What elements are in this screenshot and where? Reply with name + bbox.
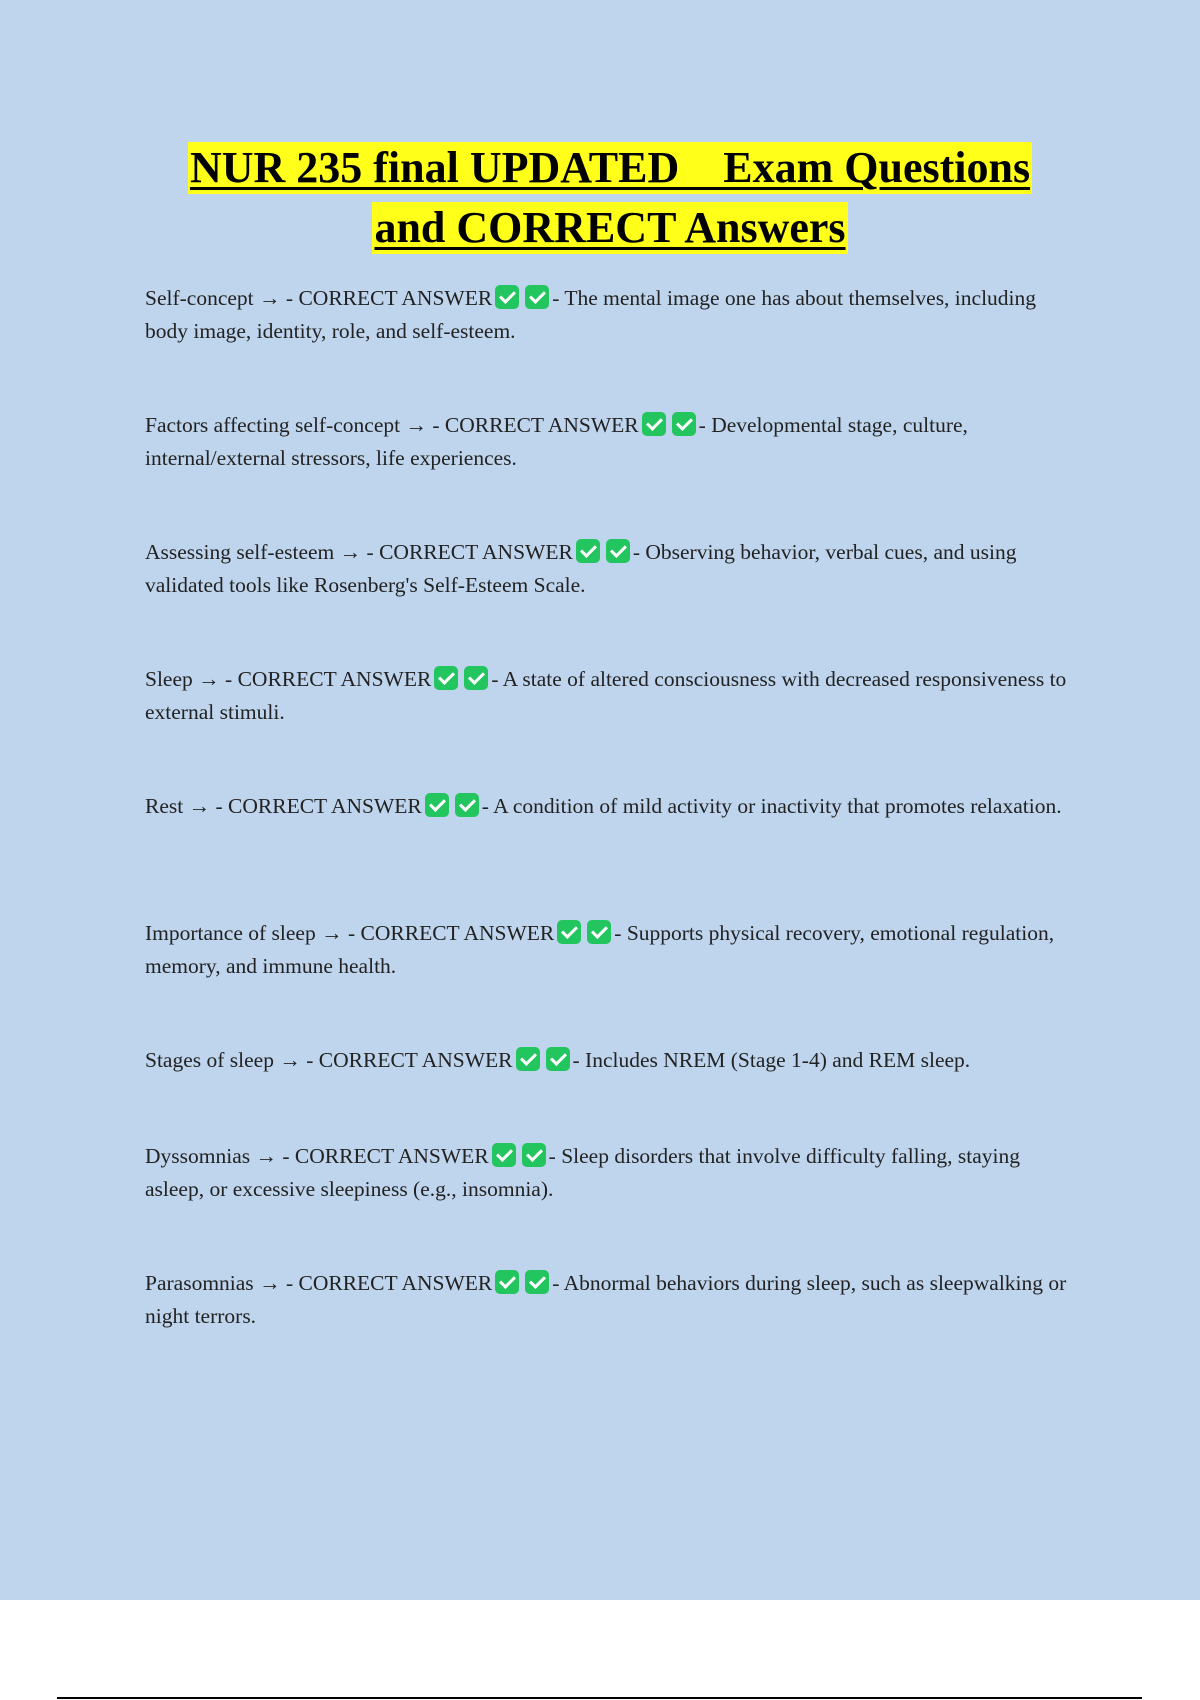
- correct-answer-label: CORRECT ANSWER: [228, 794, 422, 818]
- qa-answer: Developmental stage, culture, internal/external stressors, life experiences.: [145, 413, 968, 470]
- check-mark-icon: [525, 285, 549, 309]
- qa-answer: A state of altered consciousness with decreased responsiveness to external stimuli.: [145, 667, 1067, 724]
- check-mark-icon: [546, 1047, 570, 1071]
- qa-term: Self-concept: [145, 286, 254, 310]
- qa-answer: Sleep disorders that involve difficulty falling, staying asleep, or excessive sleepiness (e.g., insomnia).: [145, 1144, 1020, 1201]
- qa-item: Assessing self-esteem → - CORRECT ANSWER - Observing behavior, verbal cues, and using validated tools like Rosenberg's Self-Esteem Scale.: [145, 540, 1017, 597]
- correct-answer-label: CORRECT ANSWER: [444, 413, 639, 437]
- check-mark-icon: [434, 666, 458, 690]
- correct-answer-label: CORRECT ANSWER: [318, 1048, 513, 1072]
- check-mark-icon: [495, 285, 519, 309]
- qa-item: Factors affecting self-concept → - CORRECT ANSWER - Developmental stage, culture, internal/external stressors, life experiences.: [145, 413, 968, 470]
- correct-answer-label: CORRECT ANSWER: [237, 667, 432, 691]
- check-mark-icon: [464, 666, 488, 690]
- check-mark-icon: [495, 1270, 519, 1294]
- qa-item: Importance of sleep → - CORRECT ANSWER - Supports physical recovery, emotional regulation, memory, and immune health.: [145, 921, 1055, 978]
- check-mark-icon: [672, 412, 696, 436]
- qa-term: Rest: [145, 794, 184, 818]
- qa-item: Dyssomnias → - CORRECT ANSWER - Sleep disorders that involve difficulty falling, staying asleep, or excessive sleepiness (e.g., insomnia).: [145, 1144, 1020, 1201]
- qa-answer: Supports physical recovery, emotional regulation, memory, and immune health.: [145, 921, 1055, 978]
- qa-item: Sleep → - CORRECT ANSWER - A state of altered consciousness with decreased responsiveness to external stimuli.: [145, 667, 1067, 724]
- qa-answer: Observing behavior, verbal cues, and using validated tools like Rosenberg's Self-Esteem Scale.: [145, 540, 1017, 597]
- qa-item: Stages of sleep → - CORRECT ANSWER - Includes NREM (Stage 1-4) and REM sleep.: [145, 1048, 971, 1072]
- check-mark-icon: [522, 1143, 546, 1167]
- document-title: [140, 142, 1080, 254]
- qa-answer: Abnormal behaviors during sleep, such as sleepwalking or night terrors.: [145, 1271, 1067, 1328]
- qa-term: Importance of sleep: [145, 921, 316, 945]
- qa-term: Assessing self-esteem: [145, 540, 335, 564]
- correct-answer-label: CORRECT ANSWER: [298, 1271, 493, 1295]
- qa-term: Parasomnias: [145, 1271, 254, 1295]
- check-mark-icon: [455, 793, 479, 817]
- title-line-1: NUR 235 final UPDATED Exam Questions: [189, 143, 1031, 192]
- qa-answer: The mental image one has about themselves, including body image, identity, role, and self-esteem.: [145, 286, 1037, 343]
- qa-term: Sleep: [145, 667, 193, 691]
- check-mark-icon: [425, 793, 449, 817]
- check-mark-icon: [642, 412, 666, 436]
- check-mark-icon: [525, 1270, 549, 1294]
- correct-answer-label: CORRECT ANSWER: [379, 540, 573, 564]
- qa-term: Dyssomnias: [145, 1144, 251, 1168]
- check-mark-icon: [576, 539, 600, 563]
- title-line-2: and CORRECT Answers: [374, 203, 846, 252]
- qa-item: Parasomnias → - CORRECT ANSWER - Abnormal behaviors during sleep, such as sleepwalking or night terrors.: [145, 1271, 1067, 1328]
- check-mark-icon: [587, 920, 611, 944]
- check-mark-icon: [606, 539, 630, 563]
- qa-answer: Includes NREM (Stage 1-4) and REM sleep.: [585, 1048, 971, 1072]
- footer-divider: [57, 1697, 1142, 1699]
- correct-answer-label: CORRECT ANSWER: [294, 1144, 489, 1168]
- qa-answer: A condition of mild activity or inactivity that promotes relaxation.: [493, 794, 1062, 818]
- correct-answer-label: CORRECT ANSWER: [360, 921, 555, 945]
- qa-term: Stages of sleep: [145, 1048, 274, 1072]
- qa-item: Self-concept → - CORRECT ANSWER - The mental image one has about themselves, including body image, identity, role, and self-esteem.: [145, 286, 1037, 343]
- correct-answer-label: CORRECT ANSWER: [298, 286, 493, 310]
- qa-term: Factors affecting self-concept: [145, 413, 401, 437]
- check-mark-icon: [492, 1143, 516, 1167]
- check-mark-icon: [557, 920, 581, 944]
- qa-item: Rest → - CORRECT ANSWER - A condition of mild activity or inactivity that promotes relaxation.: [145, 794, 1062, 818]
- check-mark-icon: [516, 1047, 540, 1071]
